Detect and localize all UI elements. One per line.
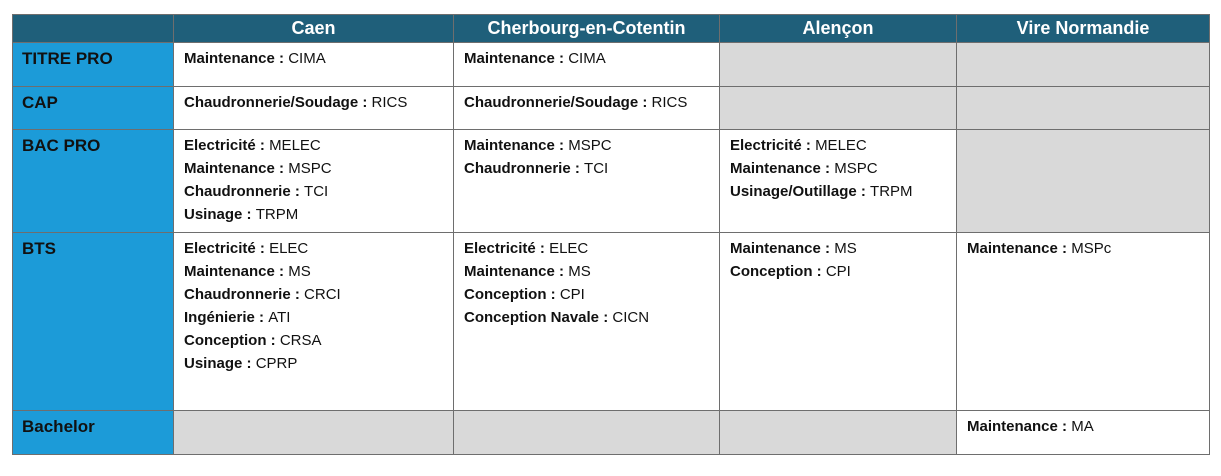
row-header-bts: BTS (13, 233, 174, 411)
formation-domain: Chaudronnerie (184, 286, 291, 303)
formation-separator: : (554, 263, 569, 280)
cell-bts-alencon (720, 233, 957, 411)
corner-header-cell (13, 15, 174, 43)
formation-domain: Maintenance (730, 240, 821, 257)
formation-code: MA (1071, 418, 1094, 435)
formation-separator: : (274, 160, 289, 177)
formation-code: CICN (612, 309, 650, 326)
formation-line (730, 236, 956, 261)
cell-cap-alencon (720, 87, 957, 130)
formation-code: MSPc (1071, 240, 1112, 257)
formation-code: RICS (651, 94, 688, 111)
formation-code: MS (288, 263, 311, 280)
formation-line (184, 202, 453, 227)
formation-code: CPI (559, 286, 585, 303)
cell-bachelor-vire (957, 411, 1210, 455)
formation-separator: : (242, 206, 256, 223)
formation-separator: : (1057, 240, 1072, 257)
formation-line (730, 179, 956, 204)
formation-separator: : (274, 50, 289, 67)
formation-separator: : (255, 137, 270, 154)
formation-code: TRPM (870, 183, 913, 200)
formation-line (184, 259, 453, 284)
formation-separator: : (801, 137, 816, 154)
cell-titre-pro-caen (174, 43, 454, 87)
formation-line (184, 133, 453, 158)
formation-domain: Conception (464, 286, 547, 303)
formation-code: MS (568, 263, 591, 280)
formation-separator: : (290, 183, 305, 200)
formation-line (464, 305, 719, 330)
formation-line (967, 414, 1209, 439)
cell-titre-pro-cherbourg (454, 43, 720, 87)
formation-domain: Conception (730, 263, 813, 280)
formation-separator: : (358, 94, 372, 111)
city-header-caen: Caen (174, 15, 454, 43)
cell-bac-pro-cherbourg (454, 130, 720, 233)
formation-separator: : (290, 286, 305, 303)
formation-line (184, 282, 453, 307)
cell-bts-cherbourg (454, 233, 720, 411)
formation-separator: : (599, 309, 613, 326)
formation-line (967, 236, 1209, 261)
formation-separator: : (535, 240, 550, 257)
city-header-cherbourg: Cherbourg-en-Cotentin (454, 15, 720, 43)
cell-bachelor-cherbourg (454, 411, 720, 455)
formation-code: MSPC (288, 160, 332, 177)
formation-code: MSPC (568, 137, 612, 154)
row-header-titre-pro: TITRE PRO (13, 43, 174, 87)
cell-bachelor-caen (174, 411, 454, 455)
cell-bac-pro-vire (957, 130, 1210, 233)
cell-titre-pro-vire (957, 43, 1210, 87)
formation-domain: Electricité (184, 240, 256, 257)
formation-domain: Chaudronnerie (464, 160, 571, 177)
formation-line (464, 259, 719, 284)
formation-line (184, 328, 453, 353)
formation-line (464, 90, 719, 115)
formation-domain: Usinage/Outillage (730, 183, 857, 200)
cell-bachelor-alencon (720, 411, 957, 455)
formation-domain: Maintenance (184, 50, 275, 67)
formations-table (12, 14, 1210, 455)
formation-domain: Ingénierie (184, 309, 255, 326)
formation-code: CPRP (255, 355, 298, 372)
table-row (13, 43, 1210, 87)
formation-line (464, 282, 719, 307)
formation-separator: : (856, 183, 871, 200)
formation-separator: : (254, 309, 269, 326)
formation-separator: : (554, 50, 569, 67)
formation-domain: Conception Navale (464, 309, 600, 326)
formation-domain: Electricité (184, 137, 256, 154)
formation-separator: : (812, 263, 826, 280)
formation-line (464, 46, 719, 71)
city-header-vire: Vire Normandie (957, 15, 1210, 43)
cell-bts-caen (174, 233, 454, 411)
table-row (13, 233, 1210, 411)
cell-titre-pro-alencon (720, 43, 957, 87)
formation-code: MSPC (834, 160, 878, 177)
formation-code: MELEC (269, 137, 321, 154)
formation-code: CRCI (304, 286, 341, 303)
formation-domain: Usinage (184, 206, 243, 223)
formation-domain: Chaudronnerie/Soudage (464, 94, 639, 111)
cell-bac-pro-alencon (720, 130, 957, 233)
formation-code: ELEC (269, 240, 309, 257)
formation-domain: Conception (184, 332, 267, 349)
formation-domain: Electricité (730, 137, 802, 154)
formation-code: MS (834, 240, 857, 257)
formation-line (184, 156, 453, 181)
formation-domain: Maintenance (730, 160, 821, 177)
table-row (13, 87, 1210, 130)
city-header-alencon: Alençon (720, 15, 957, 43)
formation-domain: Maintenance (464, 263, 555, 280)
formation-line (464, 236, 719, 261)
formation-code: CIMA (288, 50, 326, 67)
formation-code: TCI (304, 183, 329, 200)
formation-line (184, 90, 453, 115)
formation-domain: Maintenance (184, 263, 275, 280)
formation-code: CPI (825, 263, 851, 280)
formation-domain: Usinage (184, 355, 243, 372)
table-row (13, 411, 1210, 455)
formation-separator: : (554, 137, 569, 154)
table-row (13, 130, 1210, 233)
formation-separator: : (266, 332, 280, 349)
formation-line (464, 133, 719, 158)
formation-domain: Electricité (464, 240, 536, 257)
formation-code: CRSA (279, 332, 322, 349)
formation-line (184, 46, 453, 71)
cell-bac-pro-caen (174, 130, 454, 233)
formations-table-wrapper (12, 14, 1210, 455)
formation-line (184, 305, 453, 330)
formation-separator: : (242, 355, 256, 372)
formation-domain: Chaudronnerie (184, 183, 291, 200)
formation-line (730, 133, 956, 158)
table-body (13, 43, 1210, 455)
formation-code: RICS (371, 94, 408, 111)
cell-cap-caen (174, 87, 454, 130)
formation-separator: : (820, 160, 835, 177)
formation-code: TRPM (255, 206, 299, 223)
row-header-cap: CAP (13, 87, 174, 130)
formation-code: CIMA (568, 50, 606, 67)
formation-separator: : (820, 240, 835, 257)
row-header-bachelor: Bachelor (13, 411, 174, 455)
formation-domain: Maintenance (464, 137, 555, 154)
formation-separator: : (1057, 418, 1072, 435)
formation-line (184, 236, 453, 261)
formation-separator: : (274, 263, 289, 280)
formation-separator: : (570, 160, 585, 177)
cell-cap-cherbourg (454, 87, 720, 130)
formation-code: ATI (268, 309, 291, 326)
formation-line (184, 179, 453, 204)
formation-line (730, 156, 956, 181)
formation-domain: Maintenance (967, 240, 1058, 257)
formation-code: TCI (584, 160, 609, 177)
cell-bts-vire (957, 233, 1210, 411)
formation-line (464, 156, 719, 181)
formation-domain: Maintenance (184, 160, 275, 177)
formation-domain: Maintenance (967, 418, 1058, 435)
formation-line (730, 259, 956, 284)
header-row (13, 15, 1210, 43)
formation-domain: Chaudronnerie/Soudage (184, 94, 359, 111)
formation-line (184, 351, 453, 376)
formation-separator: : (638, 94, 652, 111)
formation-separator: : (255, 240, 270, 257)
cell-cap-vire (957, 87, 1210, 130)
formation-separator: : (546, 286, 560, 303)
formation-domain: Maintenance (464, 50, 555, 67)
row-header-bac-pro: BAC PRO (13, 130, 174, 233)
formation-code: ELEC (549, 240, 589, 257)
formation-code: MELEC (815, 137, 867, 154)
